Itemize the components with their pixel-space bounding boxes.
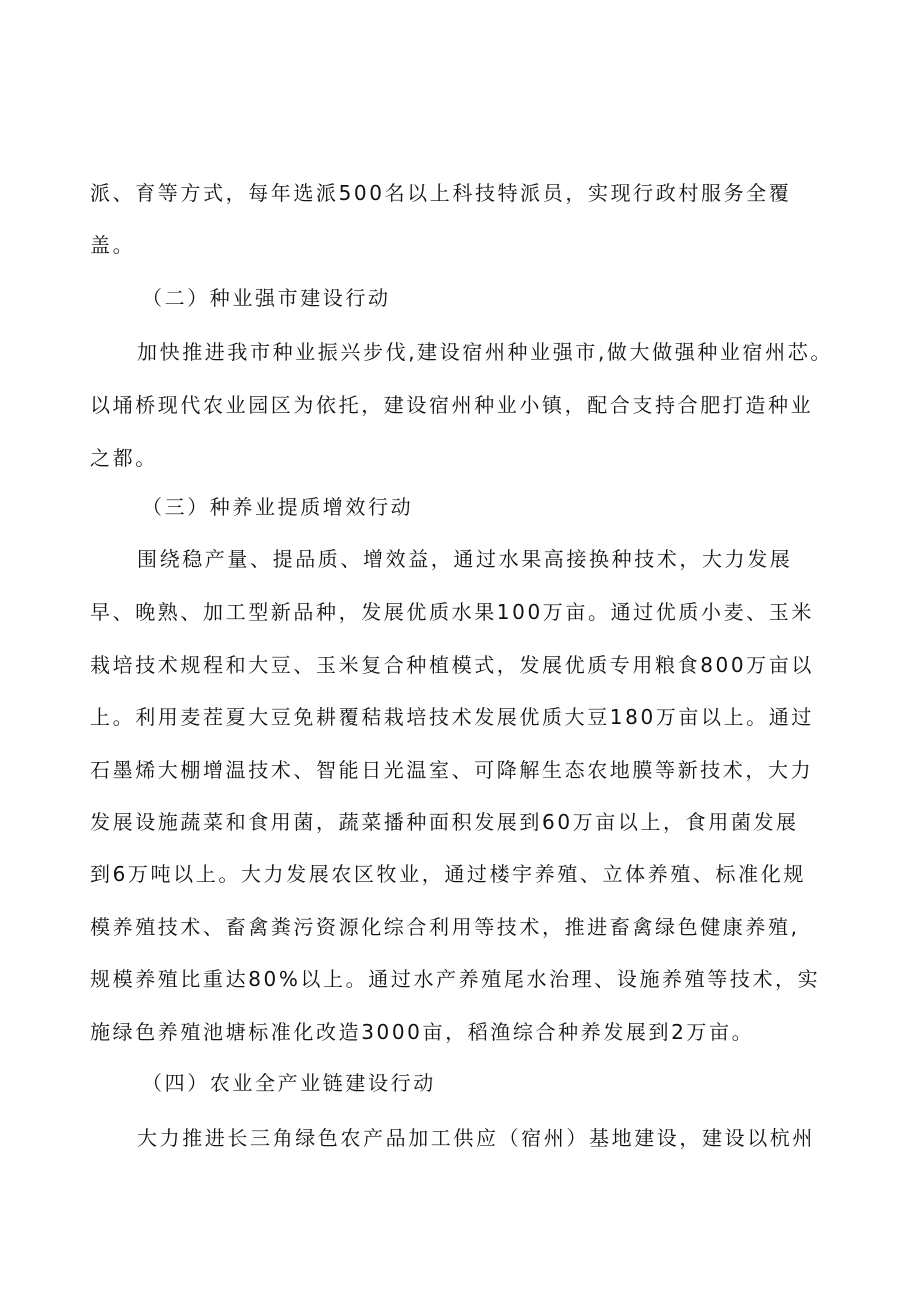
body-text-line: 石墨烯大棚增温技术、智能日光温室、可降解生态农地膜等新技术，大力 (90, 758, 814, 782)
body-text-line: 早、晚熟、加工型新品种，发展优质水果100万亩。通过优质小麦、玉米 (90, 600, 814, 624)
section-heading: （三）种养业提质增效行动 (142, 495, 414, 519)
body-text-line: 规模养殖比重达80%以上。通过水产养殖尾水治理、设施养殖等技术，实 (90, 967, 821, 991)
body-text-line: 施绿色养殖池塘标准化改造3000亩，稻渔综合种养发展到2万亩。 (90, 1020, 755, 1044)
body-text-line: 大力推进长三角绿色农产品加工供应（宿州）基地建设，建设以杭州 (137, 1126, 815, 1150)
section-heading: （二）种业强市建设行动 (142, 286, 391, 310)
body-text-line: 发展设施蔬菜和食用菌，蔬菜播种面积发展到60万亩以上，食用菌发展 (90, 810, 799, 834)
body-text-line: 栽培技术规程和大豆、玉米复合种植模式，发展优质专用粮食800万亩以 (90, 653, 814, 677)
section-heading: （四）农业全产业链建设行动 (142, 1071, 436, 1095)
body-text-line: 加快推进我市种业振兴步伐,建设宿州种业强市,做大做强种业宿州芯。 (137, 340, 833, 364)
body-text-line: 之都。 (90, 446, 158, 470)
body-text-line: 盖。 (90, 233, 136, 257)
body-text-line: 派、育等方式，每年选派500名以上科技特派员，实现行政村服务全覆 (90, 181, 792, 205)
body-text-line: 到6万吨以上。大力发展农区牧业，通过楼宇养殖、立体养殖、标准化规 (90, 862, 806, 886)
body-text-line: 上。利用麦茬夏大豆免耕覆秸栽培技术发展优质大豆180万亩以上。通过 (90, 705, 814, 729)
body-text-line: 围绕稳产量、提品质、增效益，通过水果高接换种技术，大力发展 (137, 547, 793, 571)
body-text-line: 以埇桥现代农业园区为依托，建设宿州种业小镇，配合支持合肥打造种业 (90, 393, 814, 417)
body-text-line: 模养殖技术、畜禽粪污资源化综合利用等技术，推进畜禽绿色健康养殖, (90, 915, 800, 939)
